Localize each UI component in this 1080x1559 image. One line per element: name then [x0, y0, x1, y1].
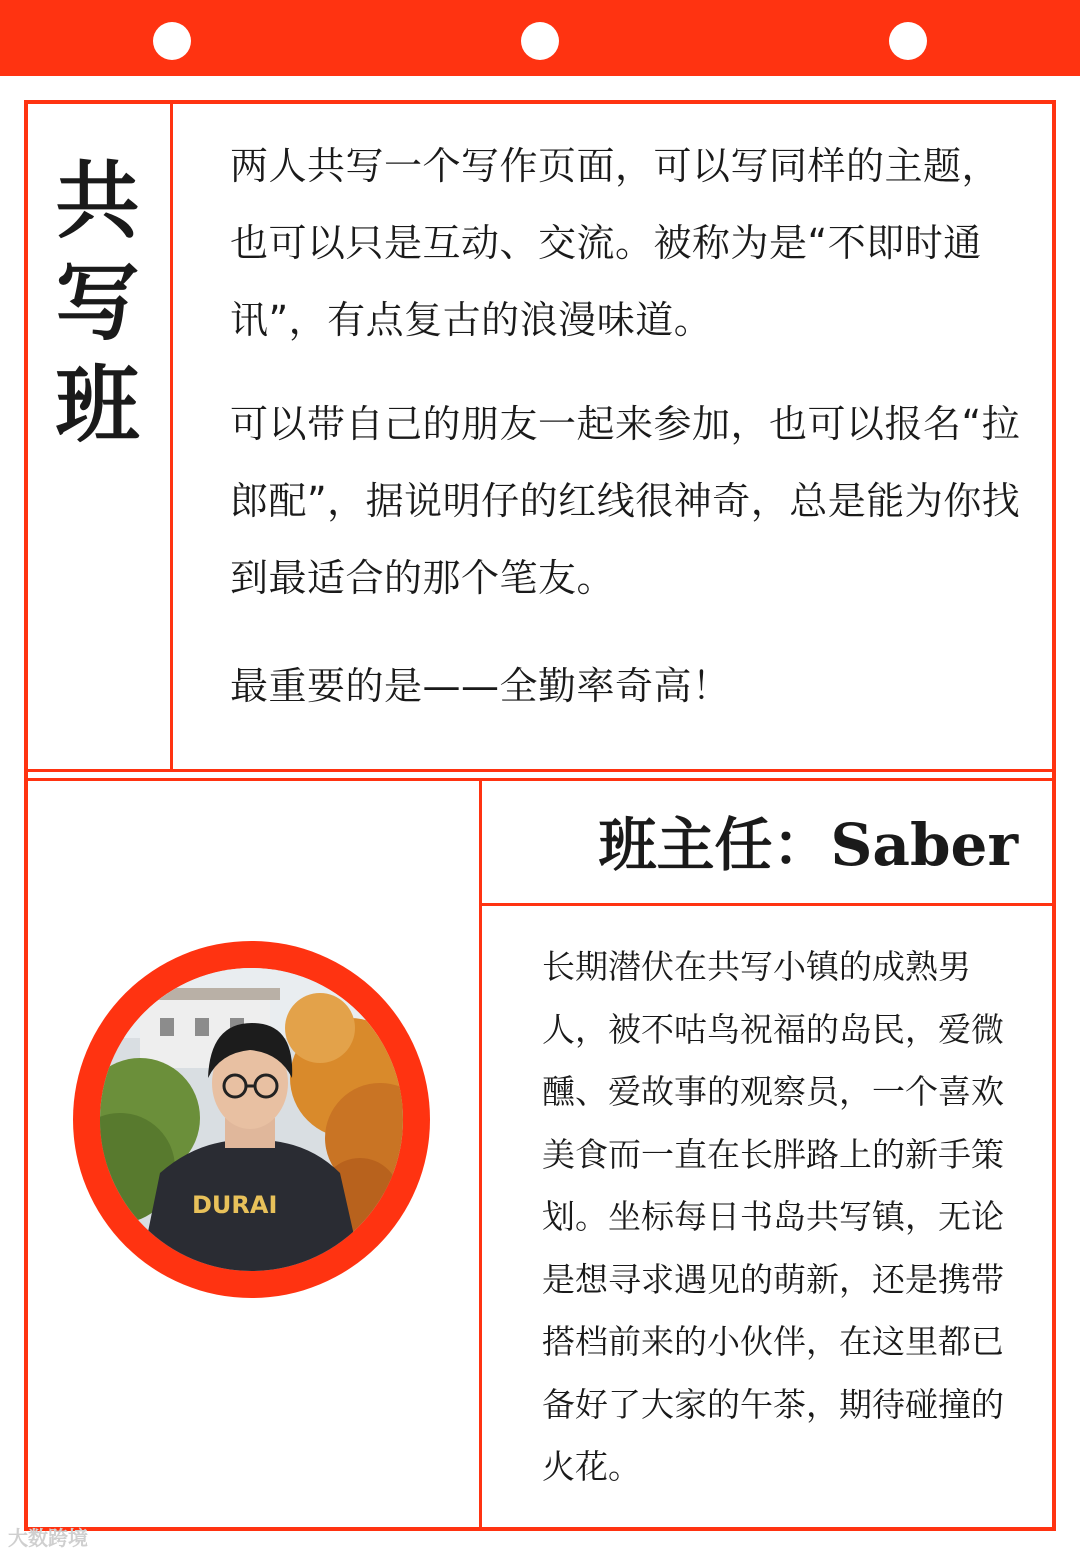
watermark: 大数跨境: [8, 1526, 88, 1550]
binding-hole: [153, 22, 191, 60]
title-char: 班: [55, 355, 140, 454]
head-teacher-bio: 长期潜伏在共写小镇的成熟男人，被不咕鸟祝福的岛民，爱微醺、爱故事的观察员，一个喜欢美食而一直在长胖路上的新手策划。坐标每日书岛共写镇，无论是想寻求遇见的萌新，还是携带搭档前来的小伙伴，在这里都已备好了大家的午茶，期待碰撞的火花。: [542, 947, 1004, 1486]
vertical-title: [40, 150, 155, 456]
svg-text:DURAI: DURAI: [192, 1191, 278, 1219]
title-char: 写: [55, 253, 140, 352]
binding-hole: [521, 22, 559, 60]
section-divider-top: [28, 769, 1052, 772]
section-divider-bottom: [28, 778, 1052, 781]
title-column-divider: [170, 104, 173, 771]
intro-paragraph-1: 两人共写一个写作页面，可以写同样的主题，也可以只是互动、交流。被称为是“不即时通讯”，有点复古的浪漫味道。: [230, 144, 1001, 342]
binding-hole: [889, 22, 927, 60]
title-underline: [482, 903, 1052, 906]
title-char: 共: [55, 151, 140, 250]
calendar-binding-bar: [0, 0, 1080, 76]
intro-paragraph-2: 可以带自己的朋友一起来参加，也可以报名“拉郎配”，据说明仔的红线很神奇，总是能为你找到最适合的那个笔友。: [230, 402, 1021, 600]
avatar: [100, 968, 403, 1271]
intro-paragraph-3: 最重要的是——全勤率奇高！: [230, 664, 731, 708]
head-teacher-title: 班主任：Saber: [598, 811, 1018, 879]
avatar-photo: [100, 968, 403, 1271]
bio-column-divider: [479, 781, 482, 1527]
